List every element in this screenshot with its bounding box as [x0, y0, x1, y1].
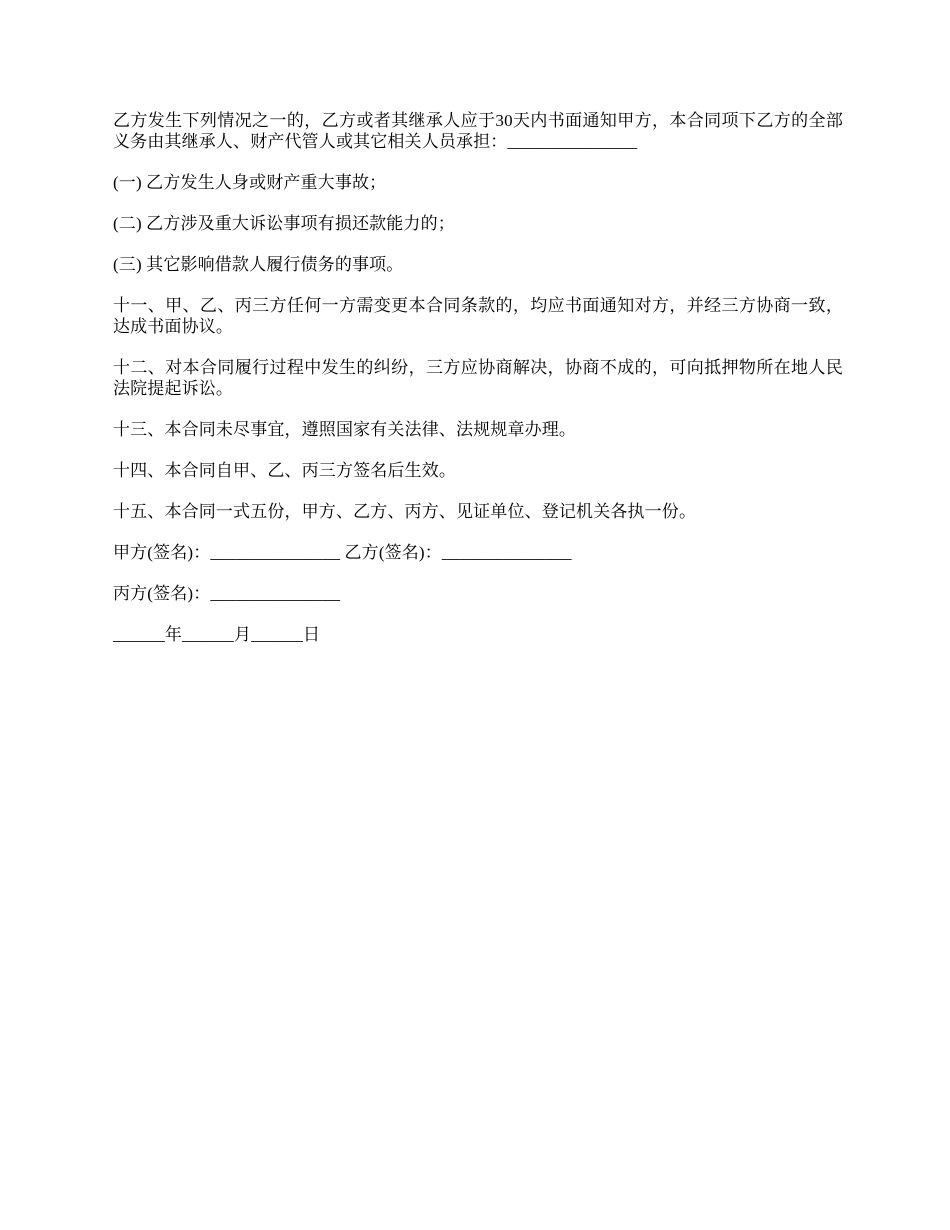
clause-eleven: 十一、甲、乙、丙三方任何一方需变更本合同条款的，均应书面通知对方，并经三方协商一致，达成书面协议。 [113, 296, 843, 336]
item-three: (三) 其它影响借款人履行债务的事项。 [113, 255, 404, 274]
item-two: (二) 乙方涉及重大诉讼事项有损还款能力的； [113, 214, 455, 233]
document-page [113, 110, 843, 665]
signature-date: ______年______月______日 [113, 625, 321, 644]
clause-notification: 乙方发生下列情况之一的，乙方或者其继承人应于30天内书面通知甲方，本合同项下乙方的全部义务由其继承人、财产代管人或其它相关人员承担：_______________ [113, 111, 843, 151]
signature-party-c: 丙方(签名)：_______________ [113, 584, 341, 603]
clause-thirteen: 十三、本合同未尽事宜，遵照国家有关法律、法规规章办理。 [113, 420, 577, 439]
clause-fourteen: 十四、本合同自甲、乙、丙三方签名后生效。 [113, 461, 456, 480]
clause-twelve: 十二、对本合同履行过程中发生的纠纷，三方应协商解决，协商不成的，可向抵押物所在地人民法院提起诉讼。 [113, 358, 843, 398]
item-one: (一) 乙方发生人身或财产重大事故； [113, 173, 387, 192]
clause-fifteen: 十五、本合同一式五份，甲方、乙方、丙方、见证单位、登记机关各执一份。 [113, 502, 697, 521]
signature-party-a-b: 甲方(签名)：_______________ 乙方(签名)：_______________ [113, 543, 572, 562]
